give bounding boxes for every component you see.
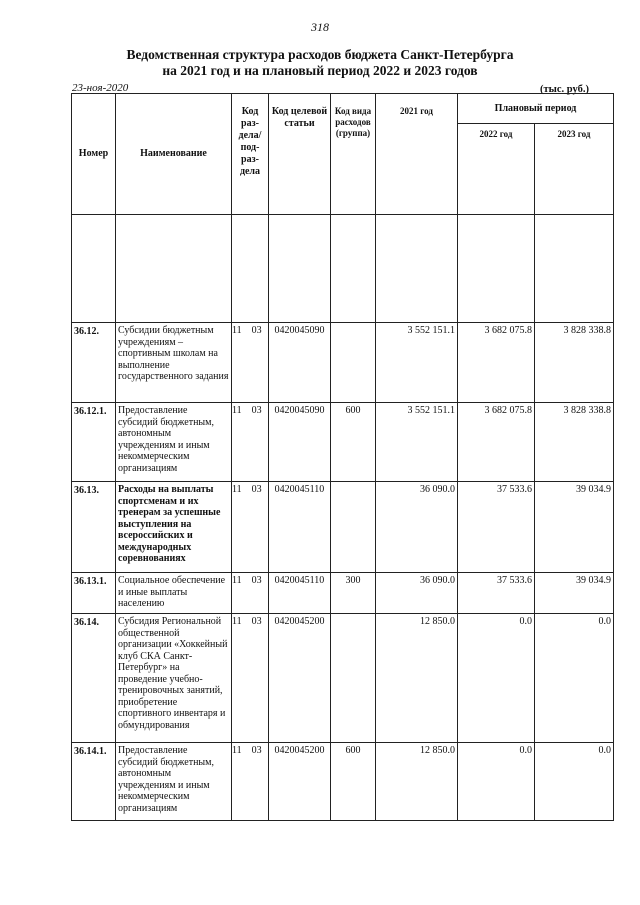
row-2021: 12 850.0 [376, 743, 458, 821]
row-section: 11 03 [232, 403, 269, 482]
row-expense-type [331, 614, 376, 743]
row-target: 0420045200 [269, 743, 331, 821]
row-2021: 12 850.0 [376, 614, 458, 743]
spacer-row [72, 215, 614, 323]
header-2023: 2023 год [535, 124, 614, 215]
row-expense-type [331, 323, 376, 403]
header-target: Код целевой статьи [269, 94, 331, 215]
row-2023: 3 828 338.8 [535, 323, 614, 403]
header-expense-type: Код вида расходов (группа) [331, 94, 376, 215]
row-2023: 39 034.9 [535, 482, 614, 573]
units-label: (тыс. руб.) [540, 84, 589, 95]
header-section: Код раз-дела/ под-раз-дела [232, 94, 269, 215]
table-row [72, 482, 614, 573]
header-name: Наименование [116, 94, 232, 215]
row-number: 36.12.1. [72, 403, 116, 482]
row-2021: 36 090.0 [376, 573, 458, 614]
row-2022: 0.0 [458, 614, 535, 743]
document-date: 23-ноя-2020 [72, 82, 129, 94]
document-title [0, 47, 640, 79]
row-2022: 3 682 075.8 [458, 323, 535, 403]
row-target: 0420045200 [269, 614, 331, 743]
row-2022: 3 682 075.8 [458, 403, 535, 482]
title-line-2: на 2021 год и на плановый период 2022 и 2023 годов [162, 63, 478, 78]
header-2021: 2021 год [376, 94, 458, 215]
row-expense-type [331, 482, 376, 573]
row-section: 11 03 [232, 482, 269, 573]
row-name: Расходы на выплаты спортсменам и их тренерам за успешные выступления на всероссийских и международных соревнованиях [116, 482, 232, 573]
row-number: 36.14.1. [72, 743, 116, 821]
row-2023: 0.0 [535, 614, 614, 743]
table-row [72, 743, 614, 821]
row-2022: 37 533.6 [458, 573, 535, 614]
title-line-1: Ведомственная структура расходов бюджета Санкт-Петербурга [126, 47, 514, 62]
row-number: 36.13. [72, 482, 116, 573]
row-section: 11 03 [232, 614, 269, 743]
row-expense-type: 600 [331, 743, 376, 821]
row-expense-type: 600 [331, 403, 376, 482]
row-expense-type: 300 [331, 573, 376, 614]
row-name: Предоставление субсидий бюджетным, автономным учреждениям и иным некоммерческим организациям [116, 743, 232, 821]
header-number: Номер [72, 94, 116, 215]
budget-table [71, 93, 614, 821]
row-target: 0420045090 [269, 403, 331, 482]
row-2023: 3 828 338.8 [535, 403, 614, 482]
row-section: 11 03 [232, 323, 269, 403]
row-target: 0420045090 [269, 323, 331, 403]
row-name: Субсидии бюджетным учреждениям – спортивным школам на выполнение государственного задания [116, 323, 232, 403]
row-number: 36.14. [72, 614, 116, 743]
row-name: Субсидия Региональной общественной организации «Хоккейный клуб СКА Санкт-Петербург» на проведение учебно-тренировочных занятий, приобретение спортивного инвентаря и обмундирования [116, 614, 232, 743]
row-2023: 39 034.9 [535, 573, 614, 614]
row-2022: 37 533.6 [458, 482, 535, 573]
row-number: 36.12. [72, 323, 116, 403]
row-target: 0420045110 [269, 573, 331, 614]
row-2021: 3 552 151.1 [376, 323, 458, 403]
header-planned-period: Плановый период [458, 94, 614, 124]
row-2021: 3 552 151.1 [376, 403, 458, 482]
row-target: 0420045110 [269, 482, 331, 573]
row-2021: 36 090.0 [376, 482, 458, 573]
table-row [72, 403, 614, 482]
header-2022: 2022 год [458, 124, 535, 215]
page-number: 318 [311, 20, 329, 34]
row-2022: 0.0 [458, 743, 535, 821]
table-row [72, 614, 614, 743]
row-section: 11 03 [232, 743, 269, 821]
row-number: 36.13.1. [72, 573, 116, 614]
row-section: 11 03 [232, 573, 269, 614]
row-2023: 0.0 [535, 743, 614, 821]
table-row [72, 573, 614, 614]
row-name: Социальное обеспечение и иные выплаты населению [116, 573, 232, 614]
row-name: Предоставление субсидий бюджетным, автономным учреждениям и иным некоммерческим организациям [116, 403, 232, 482]
table-row [72, 323, 614, 403]
